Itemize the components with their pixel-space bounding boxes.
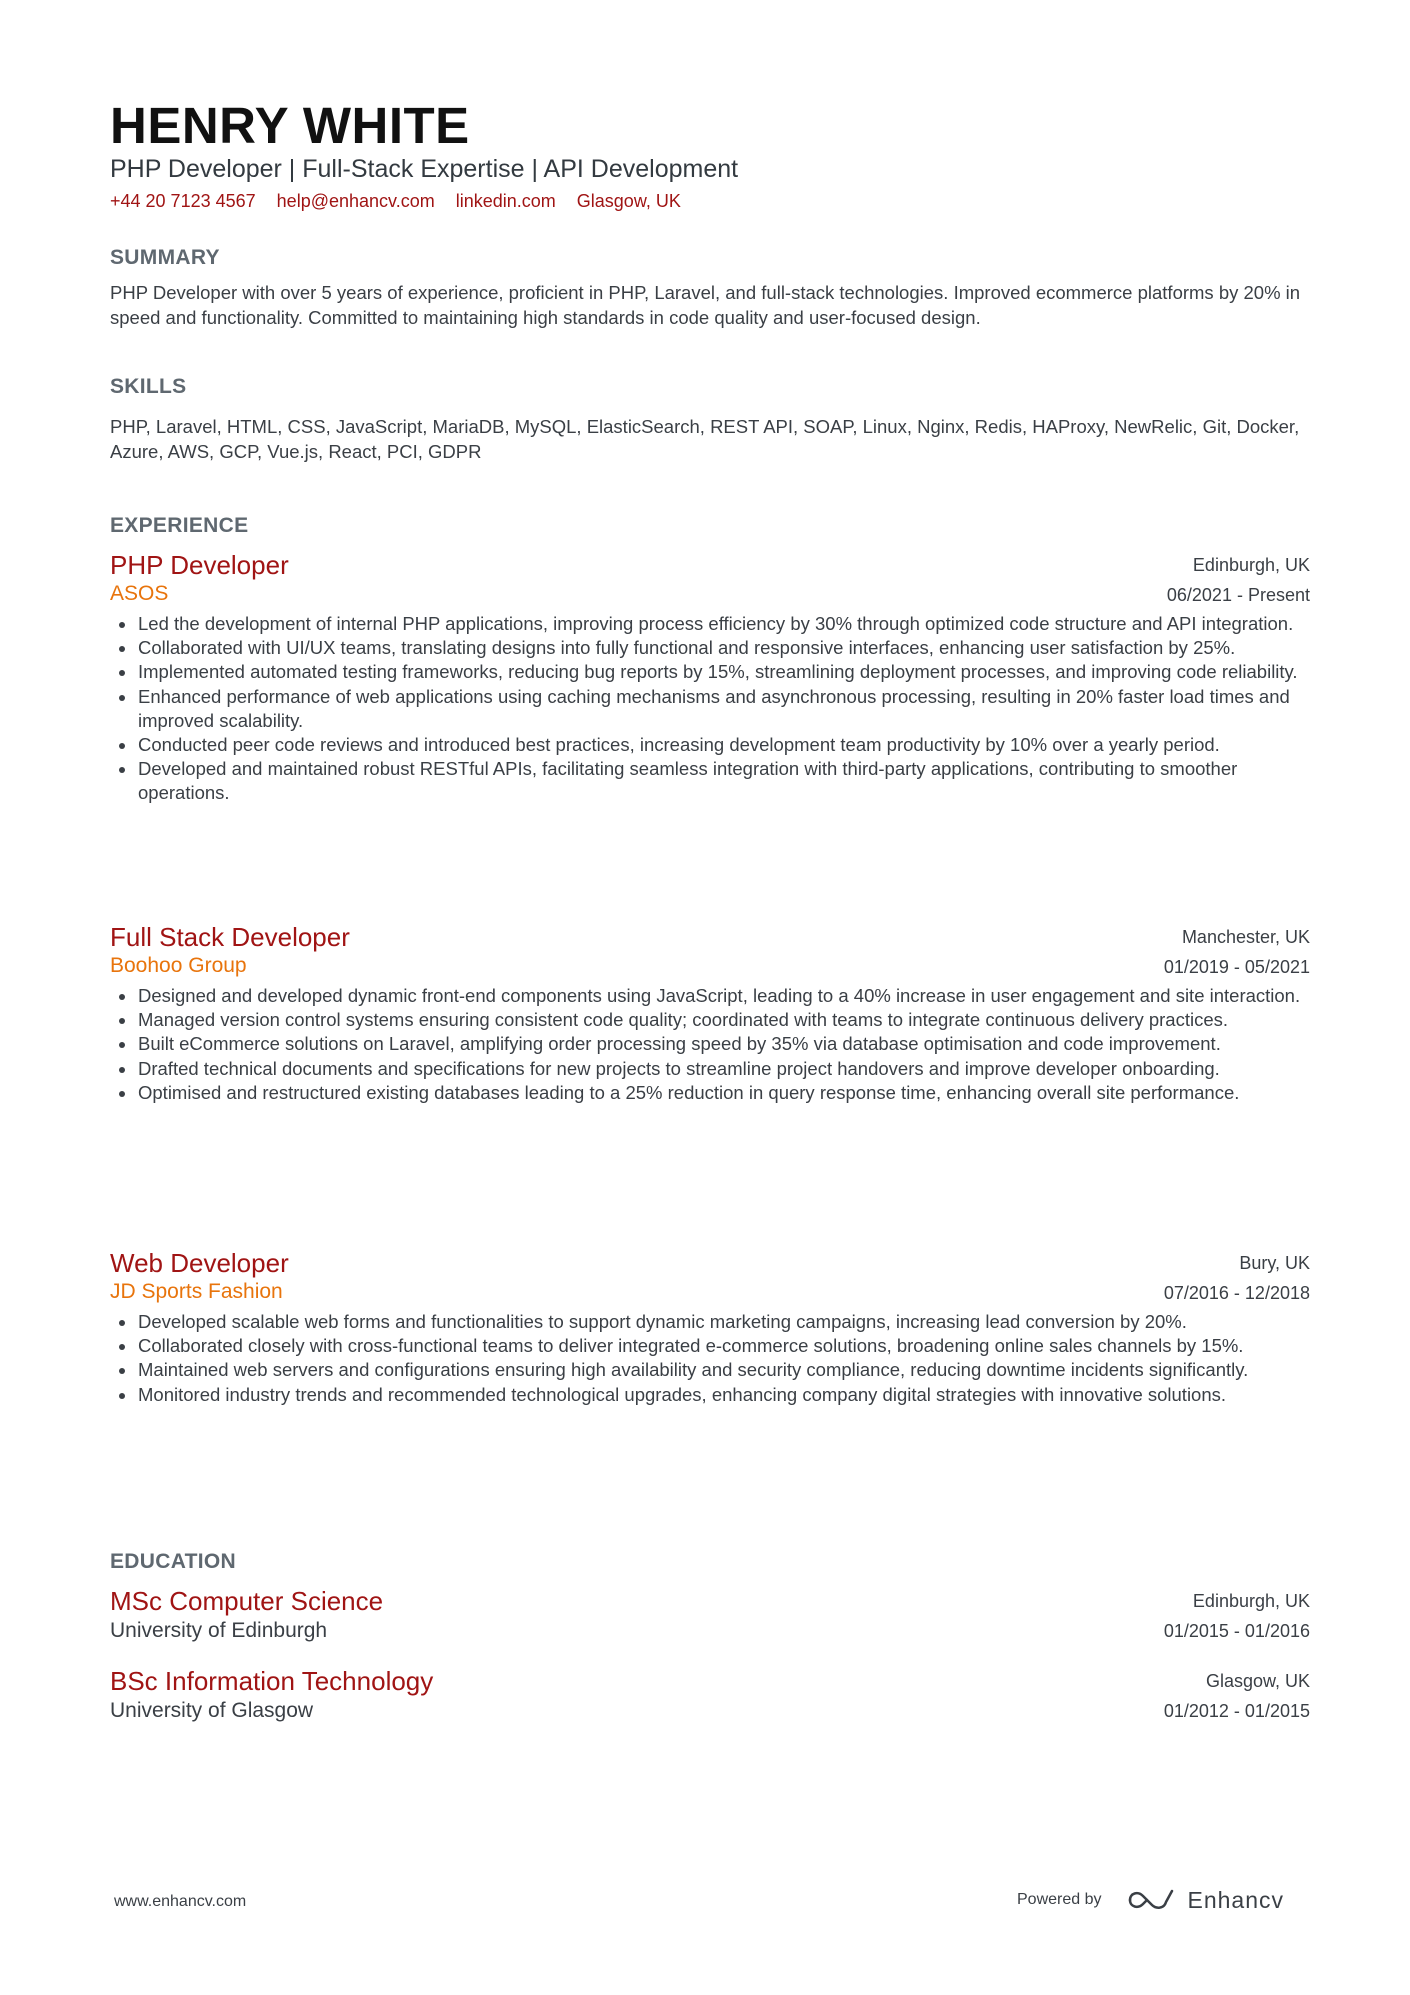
job-bullet: Collaborated with UI/UX teams, translating designs into fully functional and responsive interfaces, enhancing user satisfaction by 25%.	[110, 636, 1310, 660]
education-entry	[110, 1585, 1310, 1649]
contact-linkedin[interactable]: linkedin.com	[455, 191, 556, 211]
job-bullet: Developed and maintained robust RESTful APIs, facilitating seamless integration with third-party applications, contributing to smoother operations.	[110, 757, 1310, 805]
job-bullet: Maintained web servers and configurations ensuring high availability and security compliance, reducing downtime incidents significantly.	[110, 1358, 1310, 1382]
job-location: Bury, UK	[1239, 1253, 1310, 1273]
skills-title: SKILLS	[110, 375, 187, 398]
job-bullet: Developed scalable web forms and functionalities to support dynamic marketing campaigns, increasing lead conversion by 20%.	[110, 1310, 1310, 1334]
education-school: University of Edinburgh	[110, 1619, 328, 1642]
education-degree: BSc Information Technology	[110, 1666, 434, 1696]
job-bullet: Optimised and restructured existing databases leading to a 25% reduction in query response time, enhancing overall site performance.	[110, 1081, 1310, 1105]
candidate-headline: PHP Developer | Full-Stack Expertise | API Development	[110, 155, 739, 183]
job-bullets	[110, 1310, 1310, 1407]
contact-email[interactable]: help@enhancv.com	[276, 191, 435, 211]
job-title: Full Stack Developer	[110, 922, 350, 952]
footer-website[interactable]: www.enhancv.com	[114, 1893, 247, 1910]
summary-text: PHP Developer with over 5 years of experience, proficient in PHP, Laravel, and full-stack technologies. Improved ecommerce platforms by 20% in speed and functionality. Committed to maintaining high standards in code quality and user-focused design.	[110, 282, 1301, 328]
education-location: Edinburgh, UK	[1192, 1591, 1310, 1611]
job-bullets	[110, 984, 1310, 1105]
job-bullet: Built eCommerce solutions on Laravel, amplifying order processing speed by 35% via database optimisation and code improvement.	[110, 1032, 1310, 1056]
job-dates: 06/2021 - Present	[1166, 585, 1310, 605]
candidate-name: HENRY WHITE	[110, 97, 470, 154]
job-bullet: Monitored industry trends and recommended technological upgrades, enhancing company digital strategies with innovative solutions.	[110, 1383, 1310, 1407]
skills-text: PHP, Laravel, HTML, CSS, JavaScript, MariaDB, MySQL, ElasticSearch, REST API, SOAP, Linux, Nginx, Redis, HAProxy, NewRelic, Git, Docker, Azure, AWS, GCP, Vue.js, React, PCI, GDPR	[110, 416, 1300, 462]
contact-location: Glasgow, UK	[576, 191, 681, 211]
job-company: Boohoo Group	[110, 954, 247, 977]
job-bullet: Managed version control systems ensuring consistent code quality; coordinated with teams to integrate continuous delivery practices.	[110, 1008, 1310, 1032]
job-bullets	[110, 612, 1310, 806]
education-dates: 01/2012 - 01/2015	[1163, 1701, 1310, 1721]
enhancv-logo-icon	[1128, 1887, 1176, 1913]
job-dates: 01/2019 - 05/2021	[1163, 957, 1310, 977]
job-company: ASOS	[110, 582, 169, 605]
experience-title: EXPERIENCE	[110, 514, 249, 537]
job-location: Edinburgh, UK	[1192, 555, 1310, 575]
brand-name: Enhancv	[1187, 1886, 1285, 1913]
job-bullet: Drafted technical documents and specifications for new projects to streamline project handovers and improve developer onboarding.	[110, 1057, 1310, 1081]
job-bullet: Led the development of internal PHP applications, improving process efficiency by 30% through optimized code structure and API integration.	[110, 612, 1310, 636]
job-title: PHP Developer	[110, 550, 289, 580]
job-bullet: Enhanced performance of web applications using caching mechanisms and asynchronous processing, resulting in 20% faster load times and improved scalability.	[110, 685, 1310, 733]
job-location: Manchester, UK	[1181, 927, 1310, 947]
job-bullet: Implemented automated testing frameworks, reducing bug reports by 15%, streamlining deployment processes, and improving code reliability.	[110, 660, 1310, 684]
footer-branding	[1017, 1884, 1284, 1916]
education-dates: 01/2015 - 01/2016	[1163, 1621, 1310, 1641]
job-bullet: Conducted peer code reviews and introduced best practices, increasing development team productivity by 10% over a yearly period.	[110, 733, 1310, 757]
education-entry	[110, 1665, 1310, 1729]
job-bullet: Collaborated closely with cross-functional teams to deliver integrated e-commerce solutions, broadening online sales channels by 15%.	[110, 1334, 1310, 1358]
education-degree: MSc Computer Science	[110, 1586, 384, 1616]
contact-line	[110, 189, 697, 213]
education-title: EDUCATION	[110, 1550, 236, 1573]
contact-phone[interactable]: +44 20 7123 4567	[110, 191, 256, 211]
job-bullet: Designed and developed dynamic front-end components using JavaScript, leading to a 40% increase in user engagement and site interaction.	[110, 984, 1310, 1008]
job-company: JD Sports Fashion	[110, 1280, 283, 1303]
job-title: Web Developer	[110, 1248, 289, 1278]
powered-by-label: Powered by	[1017, 1891, 1102, 1908]
summary-title: SUMMARY	[110, 246, 220, 269]
job-dates: 07/2016 - 12/2018	[1163, 1283, 1310, 1303]
education-school: University of Glasgow	[110, 1699, 314, 1722]
education-location: Glasgow, UK	[1205, 1671, 1310, 1691]
